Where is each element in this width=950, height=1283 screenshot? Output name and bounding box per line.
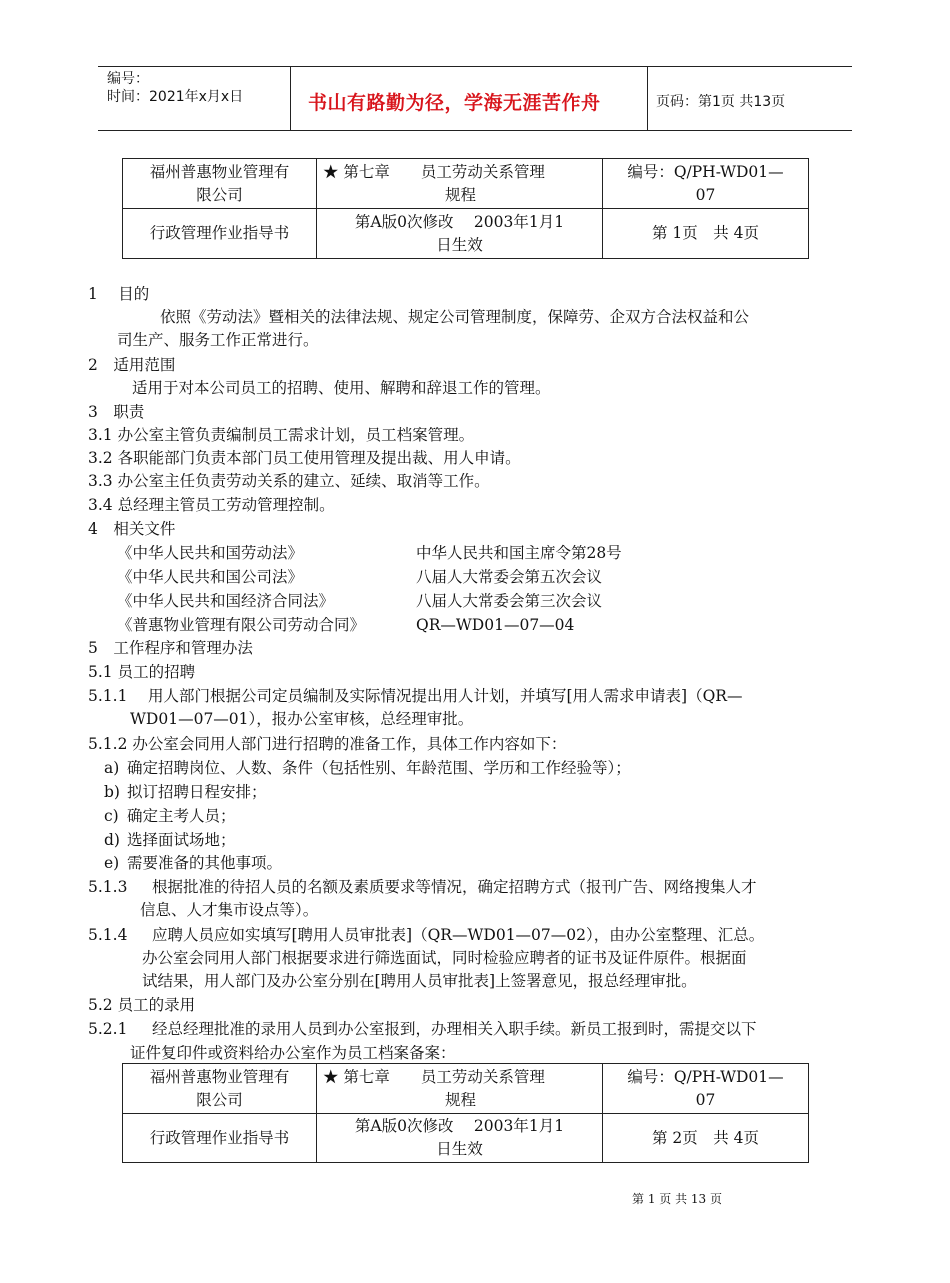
- header-top-rule: [98, 66, 852, 67]
- page-number-cell: 第 1页 共 4页: [603, 209, 809, 259]
- section-4-heading: 4 相关文件: [88, 520, 176, 538]
- section-5-1-3-line1: 根据批准的待招人员的名额及素质要求等情况，确定招聘方式（报刊广告、网络搜集人才: [152, 878, 757, 896]
- related-doc-ref-3: 八届人大常委会第三次会议: [416, 592, 603, 610]
- list-item-e-label: e): [104, 854, 120, 872]
- page-number-cell: 第 2页 共 4页: [603, 1114, 809, 1163]
- list-item-b-label: b): [104, 783, 120, 801]
- doc-info-table-2: [122, 1063, 809, 1163]
- header-code-label: 编号：: [107, 71, 149, 87]
- section-5-2-1-number: 5.2.1: [88, 1020, 128, 1038]
- header-divider-left: [290, 66, 291, 130]
- chapter-title-cell: ★ 第七章 员工劳动关系管理 规程: [317, 159, 603, 209]
- section-5-1-3-number: 5.1.3: [88, 878, 128, 896]
- chapter-title-cell: ★ 第七章 员工劳动关系管理 规程: [317, 1064, 603, 1114]
- section-5-1-4-number: 5.1.4: [88, 926, 128, 944]
- version-cell: 第A版0次修改 2003年1月1 日生效: [317, 1114, 603, 1163]
- section-5-1-1-number: 5.1.1: [88, 687, 128, 705]
- list-item-a-label: a): [104, 759, 120, 777]
- related-doc-name-1: 《中华人民共和国劳动法》: [117, 544, 304, 562]
- related-doc-ref-4: QR—WD01—07—04: [416, 616, 575, 634]
- doc-code-cell: 编号：Q/PH-WD01— 07: [603, 159, 809, 209]
- manual-name-cell: 行政管理作业指导书: [123, 1114, 317, 1163]
- section-1-para-line1: 依照《劳动法》暨相关的法律法规、规定公司管理制度，保障劳、企双方合法权益和公: [160, 308, 750, 326]
- header-page-label: 页码：第1页 共13页: [656, 94, 786, 110]
- related-doc-ref-2: 八届人大常委会第五次会议: [416, 568, 603, 586]
- section-3-3: 3.3 办公室主任负责劳动关系的建立、延续、取消等工作。: [88, 472, 490, 490]
- section-5-1-2: 5.1.2 办公室会同用人部门进行招聘的准备工作，具体工作内容如下：: [88, 735, 567, 753]
- header-bottom-rule: [98, 130, 852, 131]
- section-5-1-heading: 5.1 员工的招聘: [88, 663, 196, 681]
- list-item-e-text: 需要准备的其他事项。: [127, 854, 283, 872]
- version-cell: 第A版0次修改 2003年1月1 日生效: [317, 209, 603, 259]
- list-item-c-text: 确定主考人员；: [127, 807, 236, 825]
- related-doc-name-3: 《中华人民共和国经济合同法》: [117, 592, 335, 610]
- section-3-1: 3.1 办公室主管负责编制员工需求计划，员工档案管理。: [88, 426, 475, 444]
- section-1-heading: 1 目的: [88, 285, 150, 303]
- section-5-heading: 5 工作程序和管理办法: [88, 639, 253, 657]
- list-item-d-text: 选择面试场地；: [127, 831, 236, 849]
- doc-info-table-1: [122, 158, 809, 259]
- header-time-label: 时间：2021年x月x日: [107, 89, 244, 105]
- section-3-2: 3.2 各职能部门负责本部门员工使用管理及提出裁、用人申请。: [88, 449, 521, 467]
- section-2-heading: 2 适用范围: [88, 356, 176, 374]
- doc-code-cell: 编号：Q/PH-WD01— 07: [603, 1064, 809, 1114]
- section-3-heading: 3 职责: [88, 403, 145, 421]
- list-item-b-text: 拟订招聘日程安排；: [127, 783, 267, 801]
- company-name-cell: 福州普惠物业管理有 限公司: [123, 159, 317, 209]
- list-item-a-text: 确定招聘岗位、人数、条件（包括性别、年龄范围、学历和工作经验等）；: [127, 759, 631, 777]
- list-item-d-label: d): [104, 831, 120, 849]
- section-5-1-4-line1: 应聘人员应如实填写[聘用人员审批表]（QR—WD01—07—02），由办公室整理、汇总。: [152, 926, 765, 944]
- section-5-1-1-line2: WD01—07—01），报办公室审核，总经理审批。: [130, 710, 474, 728]
- section-5-2-heading: 5.2 员工的录用: [88, 996, 196, 1014]
- manual-name-cell: 行政管理作业指导书: [123, 209, 317, 259]
- section-5-1-1-line1: 用人部门根据公司定员编制及实际情况提出用人计划，并填写[用人需求申请表]（QR—: [148, 687, 743, 705]
- related-doc-name-2: 《中华人民共和国公司法》: [117, 568, 304, 586]
- page-footer: 第 1 页 共 13 页: [632, 1192, 722, 1206]
- related-doc-name-4: 《普惠物业管理有限公司劳动合同》: [117, 616, 366, 634]
- section-5-1-3-line2: 信息、人才集市设点等）。: [140, 901, 319, 919]
- section-1-para-line2: 司生产、服务工作正常进行。: [117, 331, 319, 349]
- section-5-2-1-line2: 证件复印件或资料给办公室作为员工档案备案：: [130, 1044, 456, 1062]
- section-5-1-4-line2: 办公室会同用人部门根据要求进行筛选面试，同时检验应聘者的证书及证件原件。根据面: [142, 949, 747, 967]
- section-5-1-4-line3: 试结果，用人部门及办公室分别在[聘用人员审批表]上签署意见，报总经理审批。: [142, 972, 697, 990]
- list-item-c-label: c): [104, 807, 119, 825]
- header-divider-right: [647, 66, 648, 130]
- company-name-cell: 福州普惠物业管理有 限公司: [123, 1064, 317, 1114]
- section-3-4: 3.4 总经理主管员工劳动管理控制。: [88, 496, 335, 514]
- related-doc-ref-1: 中华人民共和国主席令第28号: [416, 544, 622, 562]
- section-2-para: 适用于对本公司员工的招聘、使用、解聘和辞退工作的管理。: [132, 379, 551, 397]
- section-5-2-1-line1: 经总经理批准的录用人员到办公室报到，办理相关入职手续。新员工报到时，需提交以下: [152, 1020, 757, 1038]
- header-motto: 书山有路勤为径，学海无涯苦作舟: [308, 92, 601, 114]
